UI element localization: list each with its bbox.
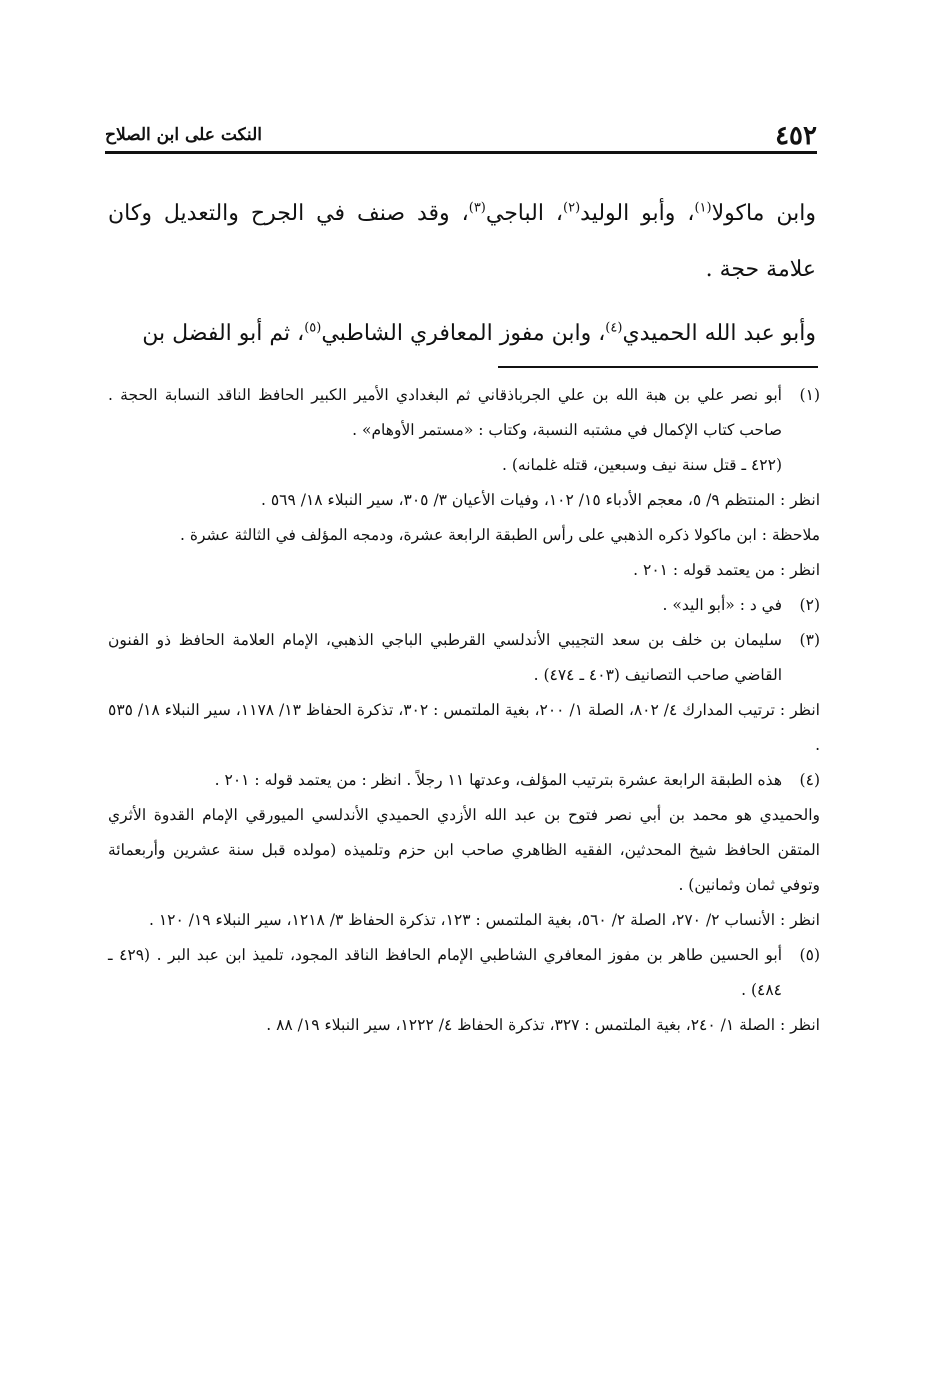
footnote-line: سليمان بن خلف بن سعد التجيبي الأندلسي القرطبي الباجي الذهبي، الإمام العلامة الحافظ ذو الفنون القاضي صاحب التصانيف (٤٠٣ ـ ٤٧٤) . [108, 631, 782, 684]
footnote-line: في د : «أبو اليد» . [662, 596, 782, 614]
header-rule [105, 151, 817, 154]
footnote-2 [108, 588, 820, 623]
footnote-separator [498, 366, 818, 368]
footnote-ref[interactable]: (٣) [468, 200, 486, 216]
footnote-1 [108, 378, 820, 588]
footnote-4 [108, 763, 820, 938]
footnote-line: هذه الطبقة الرابعة عشرة بترتيب المؤلف، وعدتها ١١ رجلاً . انظر : من يعتمد قوله : ٢٠١ . [214, 771, 782, 789]
main-paragraph [108, 306, 816, 362]
footnote-mark: (٤) [799, 771, 820, 789]
page-header [105, 118, 817, 154]
text-segment: ، وقد صنف في الجرح والتعديل وكان علامة حجة . [108, 201, 816, 282]
footnote-mark: (٢) [799, 596, 820, 614]
main-text [108, 186, 816, 370]
footnote-line: (٤٢٢ ـ قتل سنة نيف وسبعين، قتله غلمانه) . [502, 456, 782, 474]
footnote-line: أبو نصر علي بن هبة الله بن علي الجرباذقاني ثم البغدادي الأمير الكبير الحافظ الناقد النسابة الحجة . صاحب كتاب الإكمال في مشتبه النسبة، وكتاب : «مستمر الأوهام» . [108, 386, 782, 439]
footnote-ref[interactable]: (٢) [563, 200, 581, 216]
footnote-3 [108, 623, 820, 763]
page-number: ٤٥٢ [775, 121, 817, 151]
footnote-mark: (٥) [799, 946, 820, 964]
text-segment: ، وأبو الوليد [580, 201, 695, 226]
footnote-sub-line: انظر : الصلة ١/ ٢٤٠، بغية الملتمس : ٣٢٧، تذكرة الحفاظ ٤/ ١٢٢٢، سير النبلاء ١٩/ ٨٨ . [266, 1016, 820, 1034]
footnotes [108, 378, 820, 1043]
text-segment: ، ثم أبو الفضل بن [142, 321, 305, 346]
running-title: النكت على ابن الصلاح [105, 125, 262, 145]
footnote-sub-line: والحميدي هو محمد بن أبي نصر فتوح بن عبد الله الأزدي الحميدي الأندلسي الميورقي الإمام القدوة الأثري المتقن الحافظ شيخ المحدثين، الفقيه الظاهري صاحب ابن حزم وتلميذه (مولده قبل سنة عشرين وأربعمائة وتوفي ثمان وثمانين) . [108, 806, 820, 894]
main-paragraph [108, 186, 816, 298]
text-segment: وأبو عبد الله الحميدي [622, 321, 816, 346]
footnote-mark: (٣) [799, 631, 820, 649]
footnote-5 [108, 938, 820, 1043]
footnote-sub-line: ملاحظة : ابن ماكولا ذكره الذهبي على رأس الطبقة الرابعة عشرة، ودمجه المؤلف في الثالثة عشرة . [179, 526, 820, 544]
text-segment: وابن ماكولا [711, 201, 816, 226]
footnote-sub-line: انظر : ترتيب المدارك ٤/ ٨٠٢، الصلة ١/ ٢٠٠، بغية الملتمس : ٣٠٢، تذكرة الحفاظ ١٣/ ١١٧٨، سير النبلاء ١٨/ ٥٣٥ . [108, 701, 820, 754]
footnote-sub-line: انظر : المنتظم ٩/ ٥، معجم الأدباء ١٥/ ١٠٢، وفيات الأعيان ٣/ ٣٠٥، سير النبلاء ١٨/ ٥٦٩ . [260, 491, 820, 509]
footnote-ref[interactable]: (٥) [304, 320, 322, 336]
footnote-ref[interactable]: (٤) [605, 320, 623, 336]
text-segment: ، الباجي [485, 201, 564, 226]
footnote-ref[interactable]: (١) [694, 200, 712, 216]
footnote-line: أبو الحسين طاهر بن مفوز المعافري الشاطبي الإمام الحافظ الناقد المجود، تلميذ ابن عبد البر . (٤٢٩ ـ ٤٨٤) . [108, 946, 783, 999]
footnote-mark: (١) [799, 386, 820, 404]
footnote-sub-line: انظر : الأنساب ٢/ ٢٧٠، الصلة ٢/ ٥٦٠، بغية الملتمس : ١٢٣، تذكرة الحفاظ ٣/ ١٢١٨، سير النبلاء ١٩/ ١٢٠ . [148, 911, 820, 929]
footnote-sub-line: انظر : من يعتمد قوله : ٢٠١ . [633, 561, 820, 579]
text-segment: ، وابن مفوز المعافري الشاطبي [321, 321, 606, 346]
